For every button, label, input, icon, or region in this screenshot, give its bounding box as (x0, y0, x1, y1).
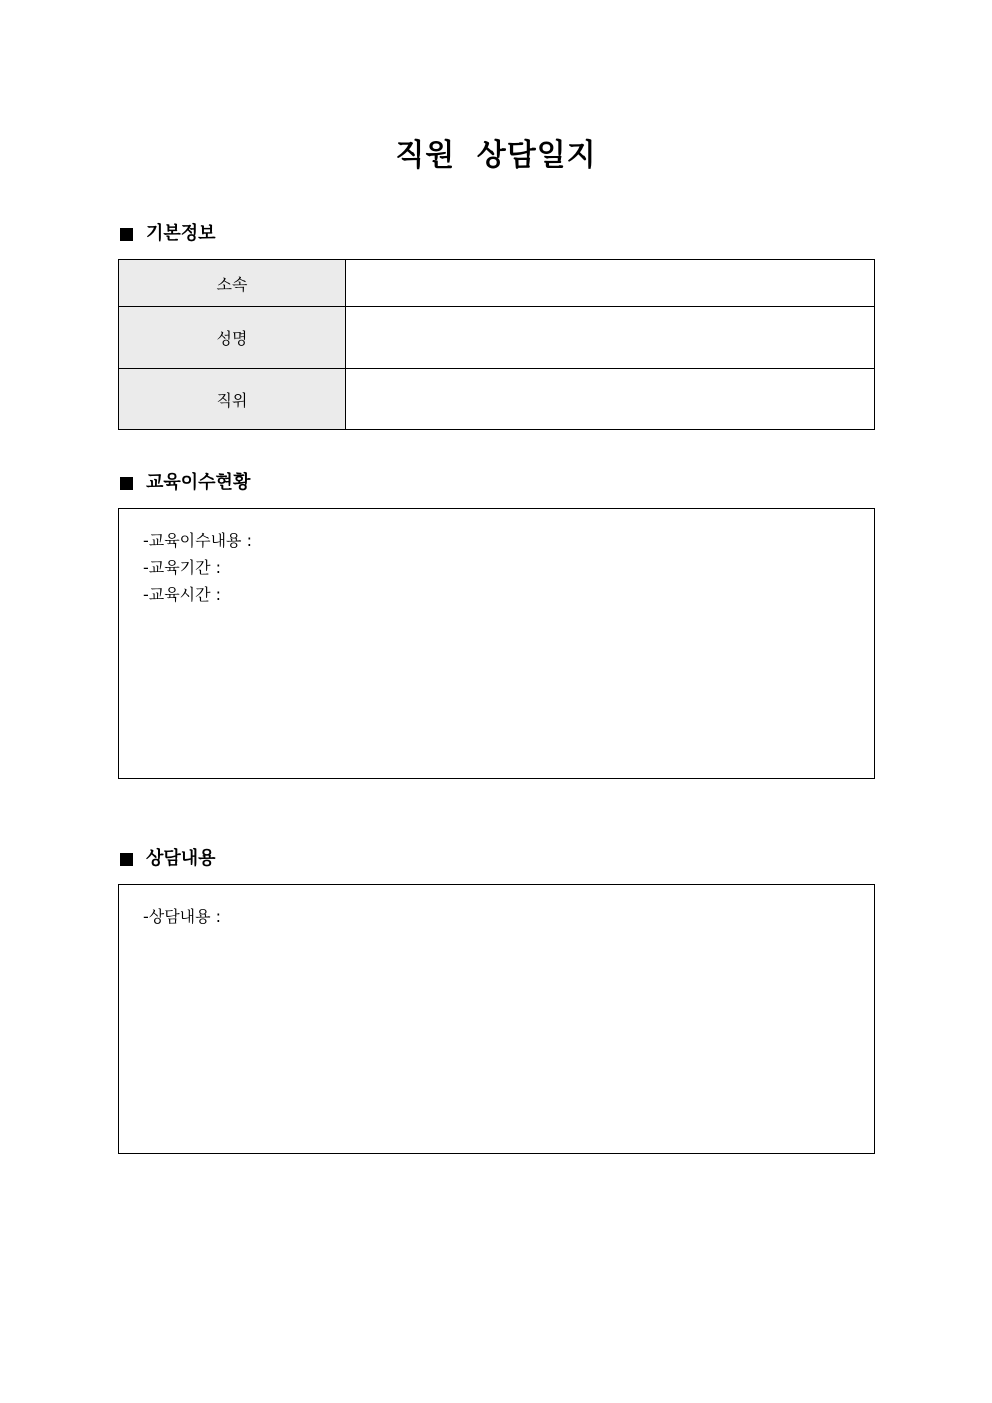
education-box[interactable] (118, 508, 875, 779)
square-bullet-icon (120, 228, 133, 241)
table-row (119, 369, 875, 430)
education-hours-line: -교육시간 : (143, 585, 222, 604)
position-field[interactable] (346, 369, 875, 430)
education-lines (143, 527, 252, 608)
table-row (119, 307, 875, 369)
section-heading-label: 기본정보 (146, 223, 216, 244)
education-period-line: -교육기간 : (143, 558, 222, 577)
square-bullet-icon (120, 477, 133, 490)
counseling-lines (143, 903, 221, 930)
section-heading-label: 상담내용 (146, 848, 216, 869)
counseling-content-line: -상담내용 : (143, 907, 222, 926)
square-bullet-icon (120, 853, 133, 866)
basic-info-table (118, 259, 875, 430)
affiliation-label: 소속 (119, 260, 346, 307)
table-row (119, 260, 875, 307)
counseling-box[interactable] (118, 884, 875, 1154)
name-field[interactable] (346, 307, 875, 369)
affiliation-field[interactable] (346, 260, 875, 307)
section-heading-education (118, 470, 250, 496)
page-title: 직원 상담일지 (395, 138, 597, 173)
name-label: 성명 (119, 307, 346, 369)
position-label: 직위 (119, 369, 346, 430)
section-heading-counseling (118, 846, 216, 872)
education-content-line: -교육이수내용 : (143, 531, 252, 550)
section-heading-label: 교육이수현황 (146, 472, 251, 493)
section-heading-basic-info (118, 221, 216, 247)
